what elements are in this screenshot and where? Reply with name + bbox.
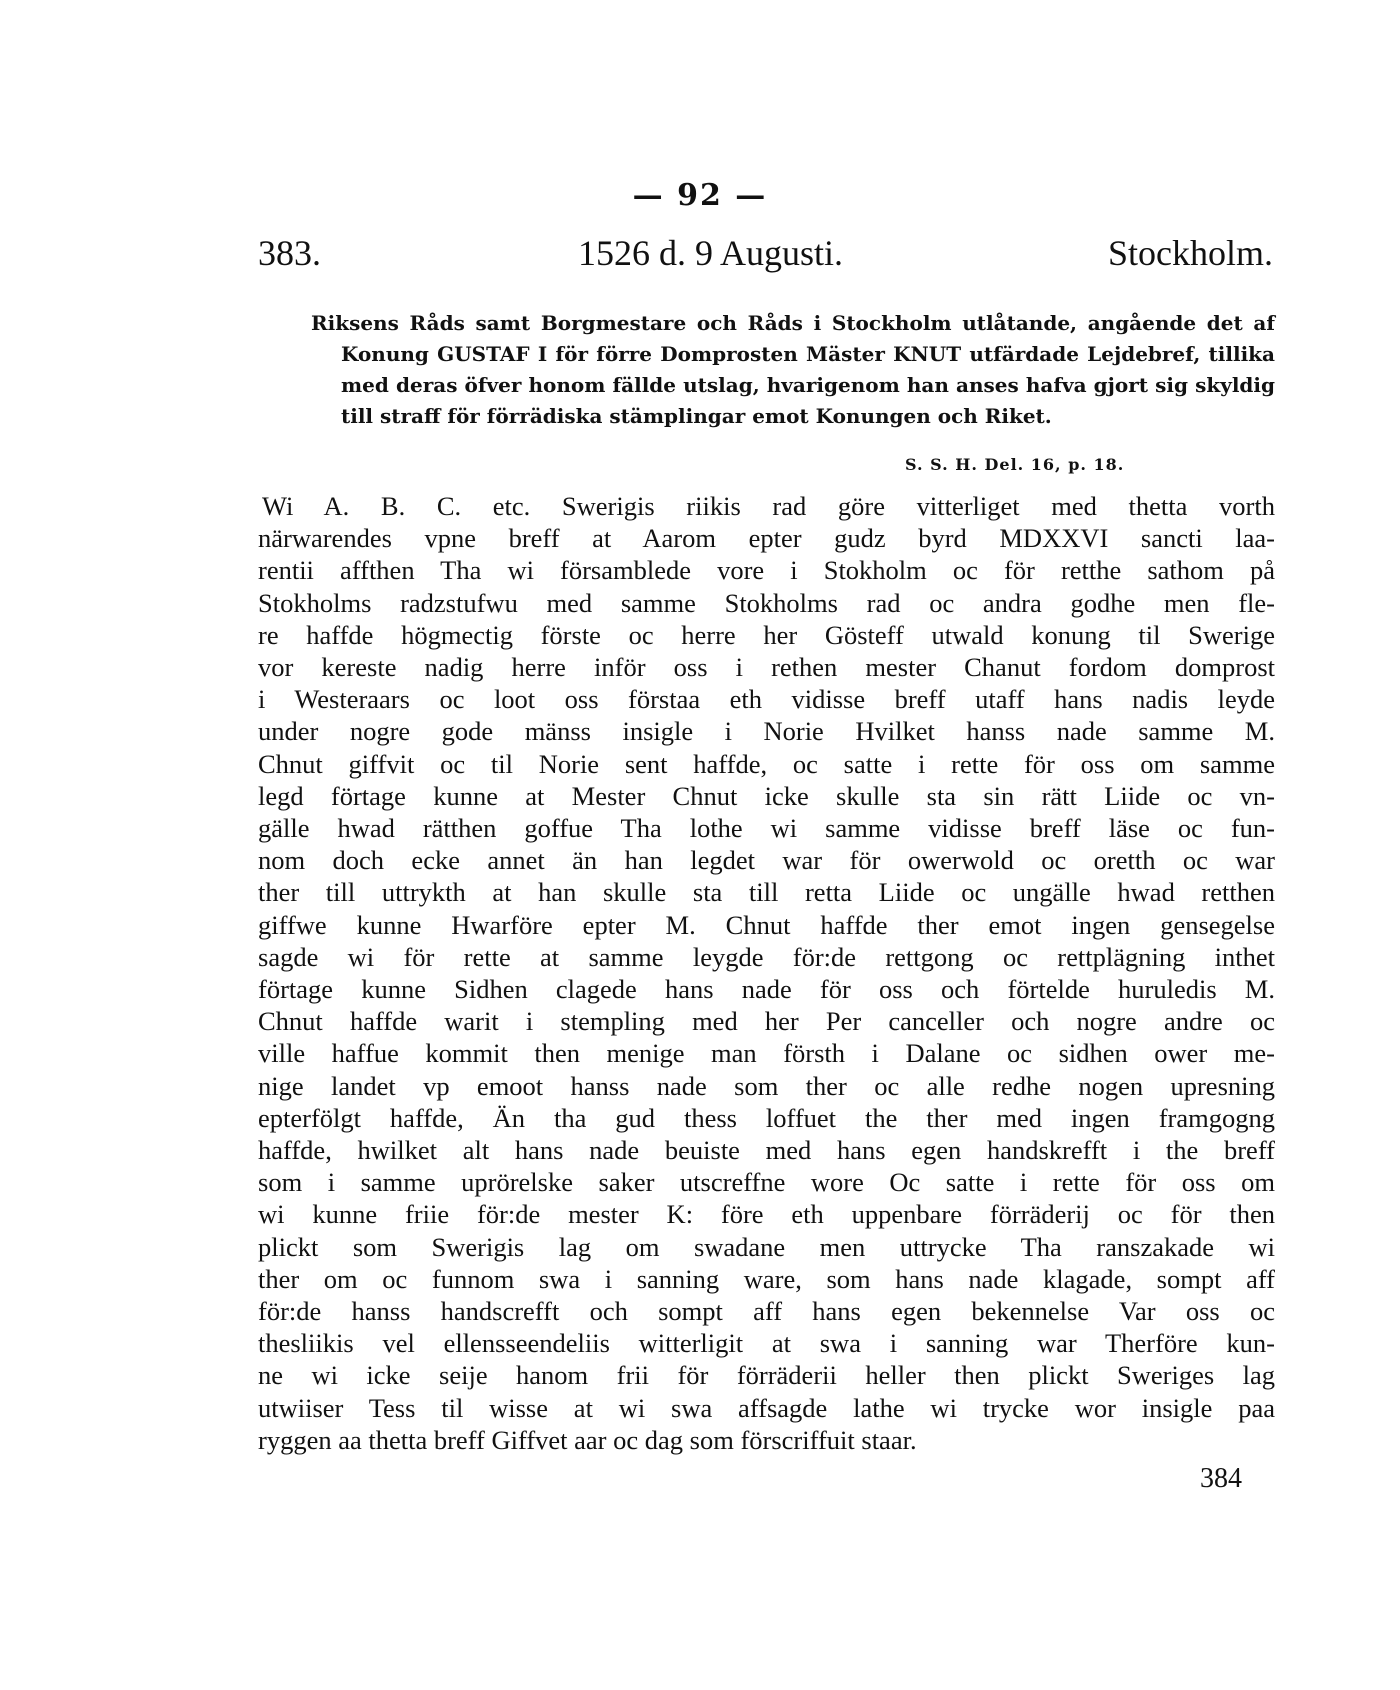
document-summary [313,308,1275,432]
page-number: — 92 — [632,178,768,213]
body-line: utwiiser Tess til wisse at wi swa affsagde lathe wi trycke wor insigle paa [258,1392,1275,1423]
body-line: epterfölgt haffde, Än tha gud thess loffuet the ther med ingen framgogng [258,1102,1275,1133]
body-line: närwarendes vpne breff at Aarom epter gudz byrd MDXXVI sancti laa- [258,523,1275,554]
body-line: ville haffue kommit then menige man försth i Dalane oc sidhen ower me- [258,1038,1275,1069]
summary-line: Konung GUSTAF I för förre Domprosten Mäster KNUT utfärdade Lejdebref, tillika [341,342,1275,366]
body-line: haffde, hwilket alt hans nade beuiste med hans egen handskrefft i the breff [258,1135,1275,1166]
body-line: som i samme uprörelske saker utscreffne wore Oc satte i rette för oss om [258,1167,1275,1198]
summary-line: till straff för förrädiska stämplingar emot Konungen och Riket. [341,404,1052,428]
body-line: under nogre gode mänss insigle i Norie Hvilket hanss nade samme M. [258,716,1275,747]
document-place: Stockholm. [1107,233,1273,273]
document-header [258,232,1273,282]
document-body [258,490,1275,1456]
body-line: plickt som Swerigis lag om swadane men uttrycke Tha ranszakade wi [258,1231,1275,1262]
body-line: för:de hanss handscrefft och sompt aff hans egen bekennelse Var oss oc [258,1296,1275,1327]
body-line: nige landet vp emoot hanss nade som ther oc alle redhe nogen upresning [258,1070,1275,1101]
catchword: 384 [1200,1463,1242,1494]
body-line: Chnut haffde warit i stempling med her Per canceller och nogre andre oc [258,1006,1275,1037]
body-line: sagde wi för rette at samme leygde för:de rettgong oc rettplägning inthet [258,941,1275,972]
body-line: vor kereste nadig herre inför oss i rethen mester Chanut fordom domprost [258,652,1275,683]
document-number: 383. [258,233,321,273]
body-line: nom doch ecke annet än han legdet war för owerwold oc oretth oc war [258,845,1275,876]
body-line: i Westeraars oc loot oss förstaa eth vidisse breff utaff hans nadis leyde [258,684,1275,715]
body-line: re haffde högmectig förste oc herre her Gösteff utwald konung til Swerige [258,619,1275,650]
document-date: 1526 d. 9 Augusti. [578,233,844,273]
body-line: wi kunne friie för:de mester K: före eth uppenbare förräderij oc för then [258,1199,1275,1230]
body-line: ne wi icke seije hanom frii för förräderii heller then plickt Sweriges lag [258,1360,1275,1391]
body-line: ther till uttrykth at han skulle sta till retta Liide oc ungälle hwad retthen [258,877,1275,908]
body-line: ther om oc funnom swa i sanning ware, som hans nade klagade, sompt aff [258,1263,1275,1294]
body-line: legd förtage kunne at Mester Chnut icke skulle sta sin rätt Liide oc vn- [258,780,1275,811]
body-line: Chnut giffvit oc til Norie sent haffde, oc satte i rette för oss om samme [258,748,1275,779]
body-line: ryggen aa thetta breff Giffvet aar oc dag som förscriffuit staar. [258,1424,917,1455]
summary-line: Riksens Råds samt Borgmestare och Råds i Stockholm utlåtande, angående det af [311,311,1275,335]
body-line: Wi A. B. C. etc. Swerigis riikis rad göre vitterliget med thetta vorth [262,491,1275,521]
body-line: thesliikis vel ellensseendeliis witterligit at swa i sanning war Therföre kun- [258,1328,1275,1359]
body-line: förtage kunne Sidhen clagede hans nade för oss och förtelde huruledis M. [258,974,1275,1005]
body-line: rentii affthen Tha wi församblede vore i Stokholm oc för retthe sathom på [258,555,1275,586]
summary-line: med deras öfver honom fällde utslag, hvarigenom han anses hafva gjort sig skyldig [341,373,1275,397]
source-reference: S. S. H. Del. 16, p. 18. [905,455,1125,474]
body-line: gälle hwad rätthen goffue Tha lothe wi samme vidisse breff läse oc fun- [258,813,1275,844]
body-line: Stokholms radzstufwu med samme Stokholms rad oc andra godhe men fle- [258,587,1275,618]
body-line: giffwe kunne Hwarföre epter M. Chnut haffde ther emot ingen gensegelse [258,909,1275,940]
